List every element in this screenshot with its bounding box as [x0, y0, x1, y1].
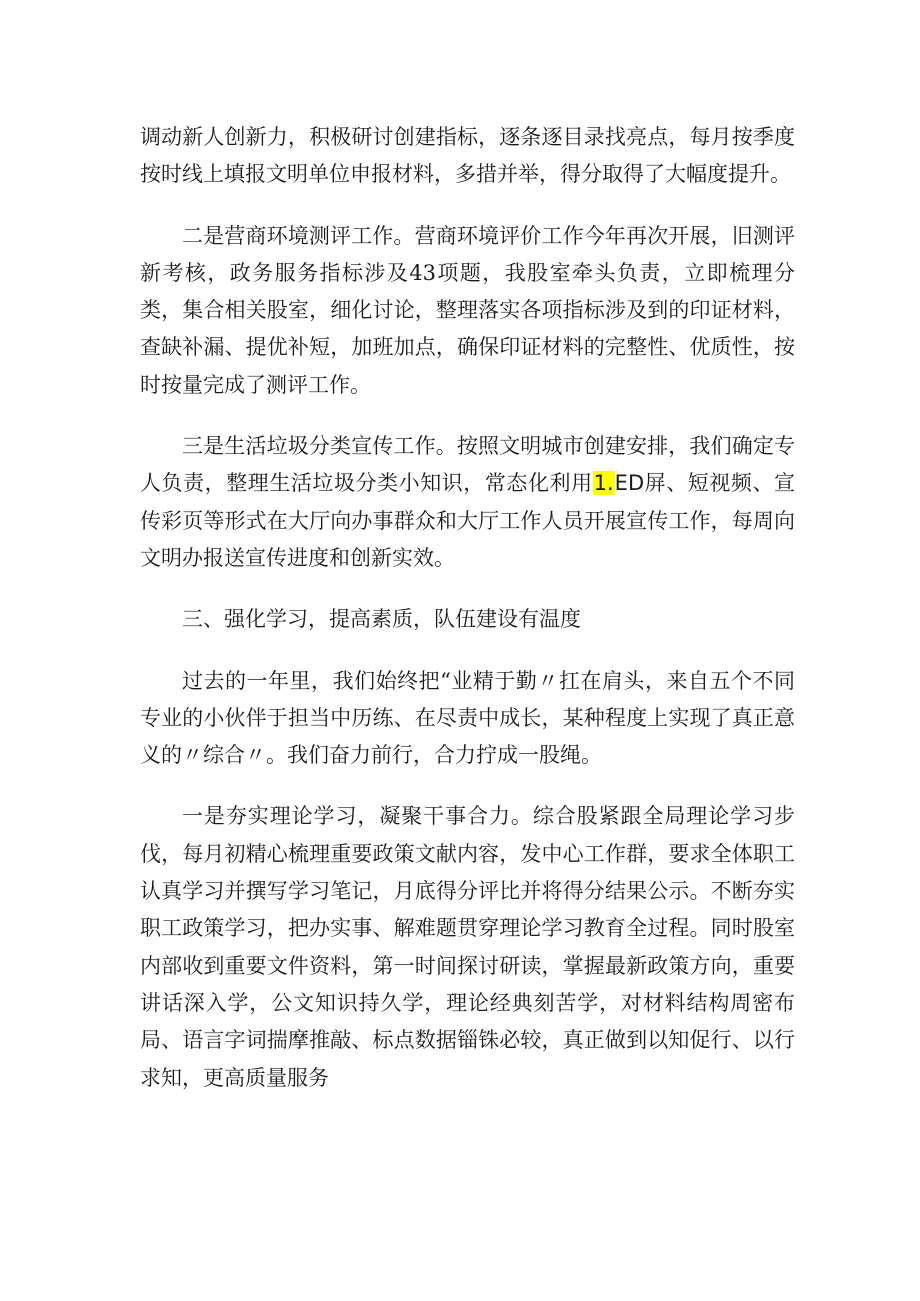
led-suffix-text: ED — [614, 471, 645, 496]
paragraph-business-environment: 二是营商环境测评工作。营商环境评价工作今年再次开展，旧测评新考核，政务服务指标涉及43项题，我股室牵头负责，立即梳理分类，集合相关股室，细化讨论，整理落实各项指标涉及到的印证材料，查缺补漏、提优补短，加班加点，确保印证材料的完整性、优质性，按时按量完成了测评工作。 — [140, 223, 795, 397]
paragraph-theory-study: 一是夯实理论学习，凝聚干事合力。综合股紧跟全局理论学习步伐，每月初精心梳理重要政策文献内容，发中心工作群，要求全体职工认真学习并撰写学习笔记，月底得分评比并将得分结果公示。不断夯实职工政策学习，把办实事、解难题贯穿理论学习教育全过程。同时股室内部收到重要文件资料，第一时间探讨研读，掌握最新政策方向，重要讲话深入学，公文知识持久学，理论经典刻苦学，对材料结构周密布局、语言字词揣摩推敲、标点数据锱铢必较，真正做到以知促行、以行求知，更高质量服务 — [140, 804, 795, 1090]
highlighted-text: 1. — [593, 471, 614, 496]
paragraph-team-intro: 过去的一年里，我们始终把“业精于勤〃扛在肩头，来自五个不同专业的小伙伴于担当中历练、在尽责中成长，某种程度上实现了真正意义的〃综合〃。我们奋力前行，合力拧成一股绳。 — [140, 668, 795, 768]
garbage-sorting-text-before: 三是生活垃圾分类宣传工作。按照文明城市创建安排，我们确定专人负责，整理生活垃圾分类小知识，常态化利用 — [140, 434, 795, 496]
paragraph-continuation: 调动新人创新力，积极研讨创建指标，逐条逐目录找亮点，每月按季度按时线上填报文明单位申报材料，多措并举，得分取得了大幅度提升。 — [140, 125, 795, 187]
paragraph-garbage-sorting — [140, 428, 795, 577]
garbage-sorting-text-after: 屏、短视频、宣传彩页等形式在大厅向办事群众和大厅工作人员开展宣传工作，每周向文明办报送宣传进度和创新实效。 — [140, 471, 795, 570]
section-heading: 三、强化学习，提高素质，队伍建设有温度 — [182, 607, 581, 632]
document-body — [140, 119, 795, 1097]
